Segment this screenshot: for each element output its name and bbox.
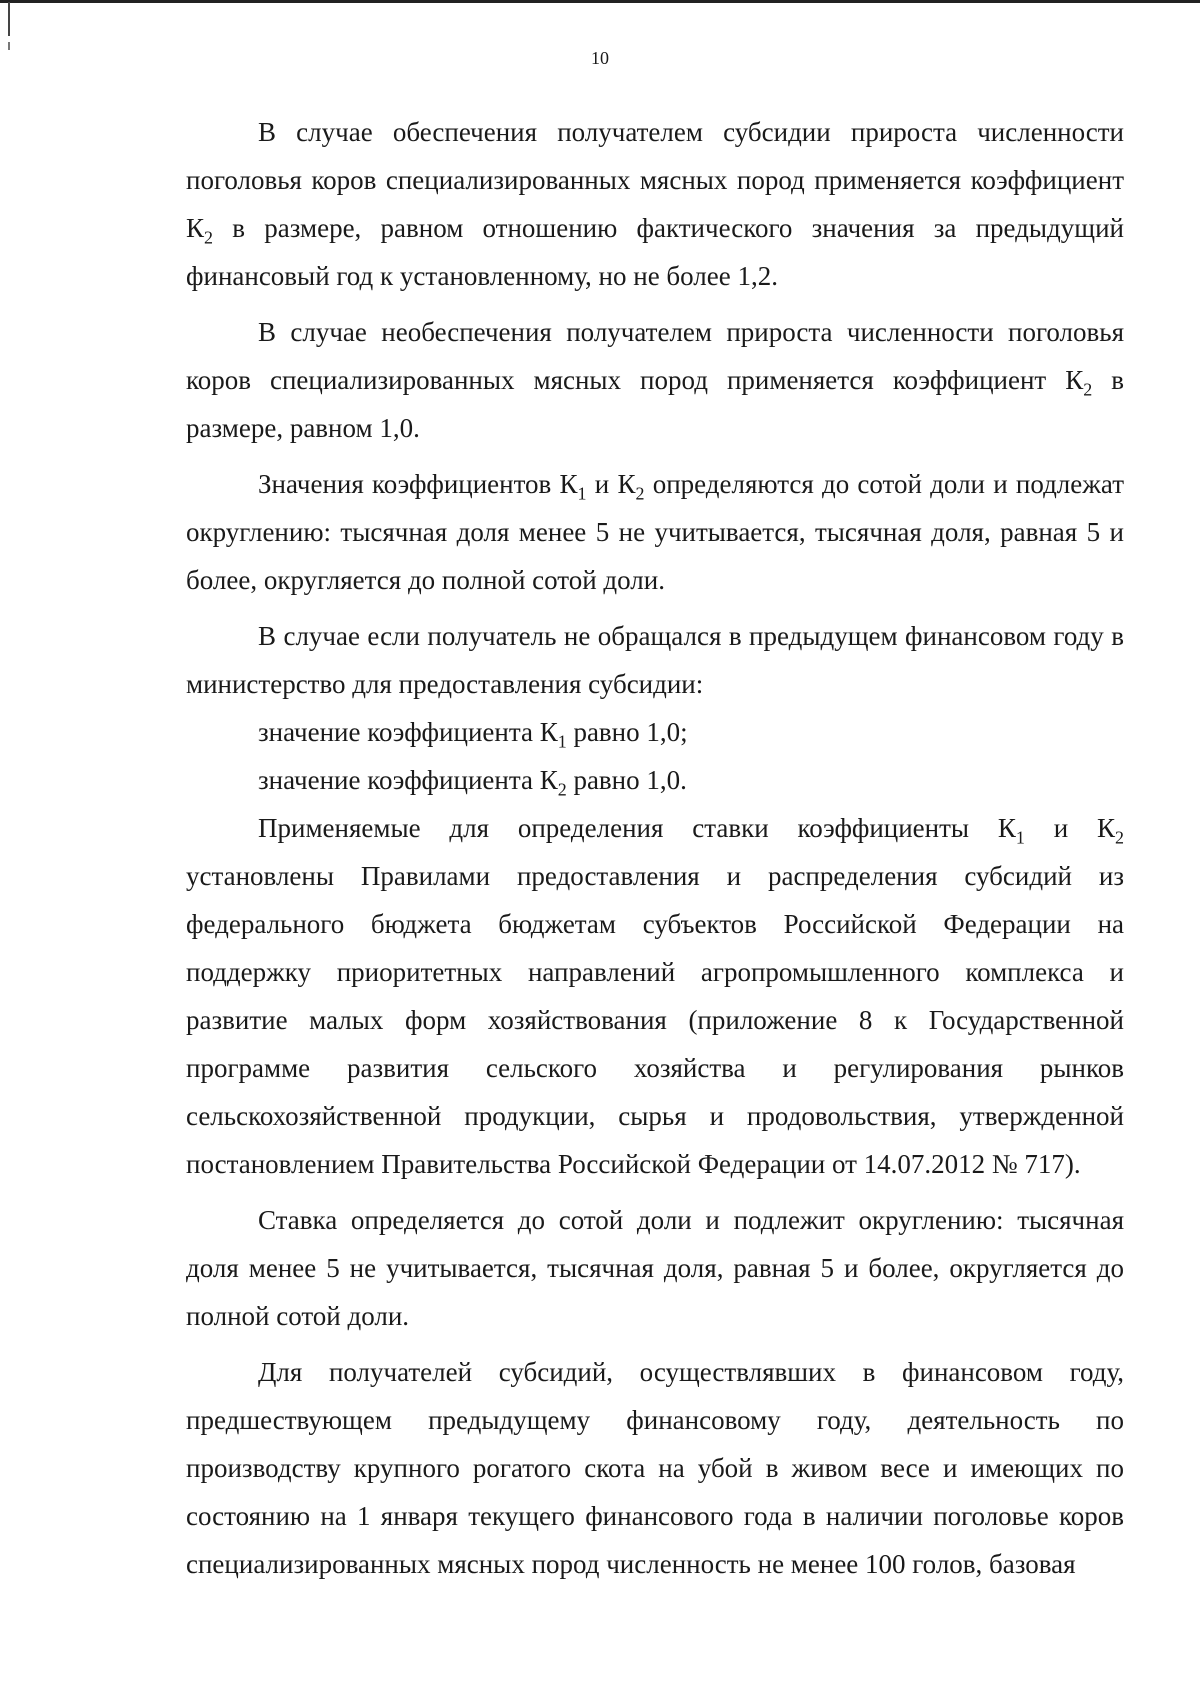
page-number: 10 bbox=[591, 48, 609, 68]
paragraph: Ставка определяется до сотой доли и подлежит округлению: тысячная доля менее 5 не учитывается, тысячная доля, равная 5 и более, округляется до полной сотой доли. bbox=[186, 1205, 1124, 1331]
paragraph: Значения коэффициентов $К_1$ и $К_2$ определяются до сотой доли и подлежат округлению: тысячная доля менее 5 не учитывается, тысячная доля, равная 5 и более, округляется до полной сотой доли. bbox=[186, 469, 1125, 595]
scan-corner-mark bbox=[8, 2, 10, 36]
paragraph: значение коэффициента $К_2$ равно 1,0. bbox=[258, 765, 687, 800]
paragraph: Применяемые для определения ставки коэффициенты $К_1$ и $К_2$ установлены Правилами предоставления и распределения субсидий из федерального бюджета бюджетам субъектов Российской Федерации на поддержку приоритетных направлений агропромышленного комплекса и развитие малых форм хозяйствования (приложение 8 к Государственной программе развития сельского хозяйства и регулирования рынков сельскохозяйственной продукции, сырья и продовольствия, утвержденной постановлением Правительства Российской Федерации от 14.07.2012 № 717). bbox=[186, 813, 1124, 1179]
scan-top-edge bbox=[0, 0, 1200, 3]
paragraph: Для получателей субсидий, осуществлявших в финансовом году, предшествующем предыдущему финансовому году, деятельность по производству крупного рогатого скота на убой в живом весе и имеющих по состоянию на 1 января текущего финансового года в наличии поголовье коров специализированных мясных пород численность не менее 100 голов, базовая bbox=[186, 1357, 1124, 1579]
paragraph: В случае если получатель не обращался в предыдущем финансовом году в министерство для предоставления субсидии: bbox=[186, 621, 1124, 699]
paragraph: значение коэффициента $К_1$ равно 1,0; bbox=[258, 717, 688, 752]
paragraph: В случае обеспечения получателем субсидии прироста численности поголовья коров специализированных мясных пород применяется коэффициент $К_2$ в размере, равном отношению фактического значения за предыдущий финансовый год к установленному, но не более 1,2. bbox=[186, 117, 1124, 291]
document-body bbox=[186, 108, 1124, 1588]
paragraph: В случае необеспечения получателем прироста численности поголовья коров специализированных мясных пород применяется коэффициент $К_2$ в размере, равном 1,0. bbox=[186, 317, 1124, 443]
